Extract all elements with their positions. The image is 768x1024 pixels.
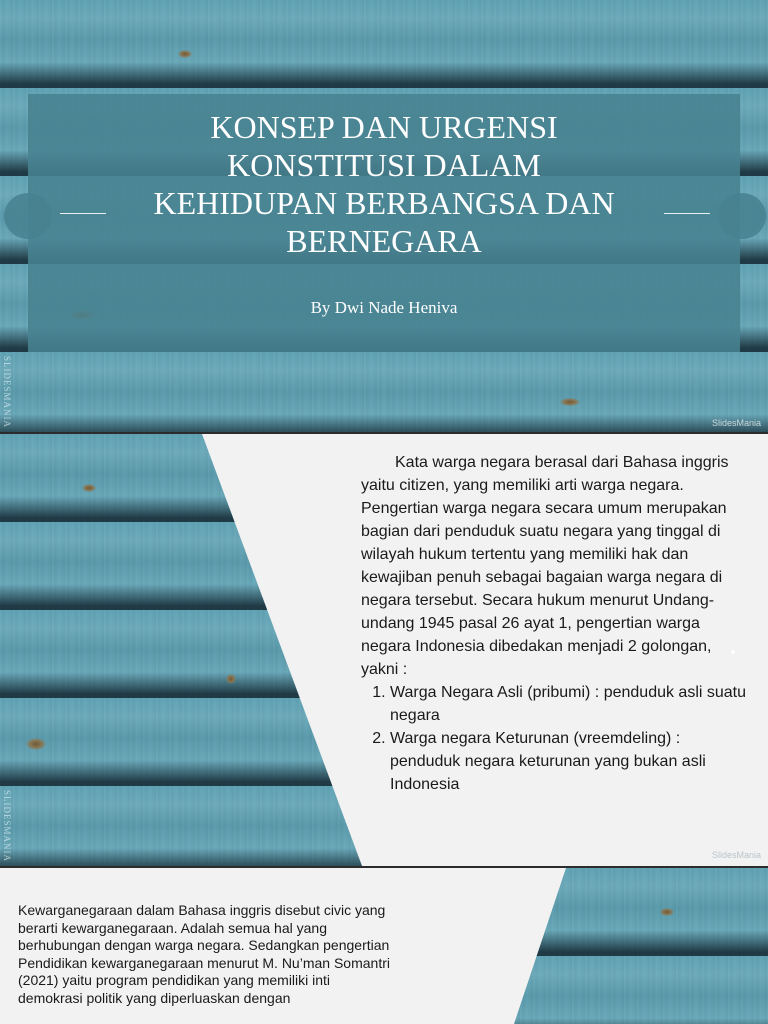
title-dash-right (664, 213, 710, 214)
content-slide-civic (0, 868, 768, 1024)
civic-paragraph: Kewarganegaraan dalam Bahasa inggris disebut civic yang berarti kewarganegaraan. Adalah semua hal yang berhubungan dengan warga negara. Sedangkan pengertian Pendidikan kewarganegaraan menurut M. Nu’man Somantri (2021) yaitu program pendidikan yang memiliki inti demokrasi politik yang diperluaskan dengan (18, 902, 390, 1006)
title-slide (0, 0, 768, 432)
panel-tab-right (718, 193, 766, 239)
civic-definition-text (18, 902, 390, 1007)
side-watermark: SLIDESMANIA (2, 356, 12, 429)
title-line: KONSEP DAN URGENSI (210, 109, 558, 145)
citizen-definition-text (361, 451, 753, 796)
panel-tab-left (4, 193, 52, 239)
side-watermark: SLIDESMANIA (2, 790, 12, 863)
title-line: KEHIDUPAN BERBANGSA DAN (153, 185, 615, 221)
decorative-dot (731, 650, 735, 654)
brand-watermark: SlidesMania (712, 850, 762, 860)
slide-title (100, 108, 668, 260)
brand-watermark: SlidesMania (712, 418, 762, 428)
author-byline: By Dwi Nade Heniva (310, 298, 458, 317)
title-line: KONSTITUSI DALAM (227, 147, 541, 183)
citizen-type-list (361, 681, 753, 796)
title-line: BERNEGARA (286, 223, 482, 259)
list-item: 1. Warga Negara Asli (pribumi) : penduduk asli suatu negara (390, 681, 753, 727)
content-slide-citizen (0, 434, 768, 866)
definition-paragraph: Kata warga negara berasal dari Bahasa inggris yaitu citizen, yang memiliki arti warga negara. Pengertian warga negara secara umum merupakan bagian dari penduduk suatu negara yang tinggal di wilayah hukum tertentu yang memiliki hak dan kewajiban penuh sebagai bagaian warga negara di negara tersebut. Secara hukum menurut Undang-undang 1945 pasal 26 ayat 1, pengertian warga negara Indonesia dibedakan menjadi 2 golongan, yakni : (361, 454, 729, 678)
list-item: 2. Warga negara Keturunan (vreemdeling) : penduduk negara keturunan yang bukan asli Indonesia (390, 727, 753, 796)
